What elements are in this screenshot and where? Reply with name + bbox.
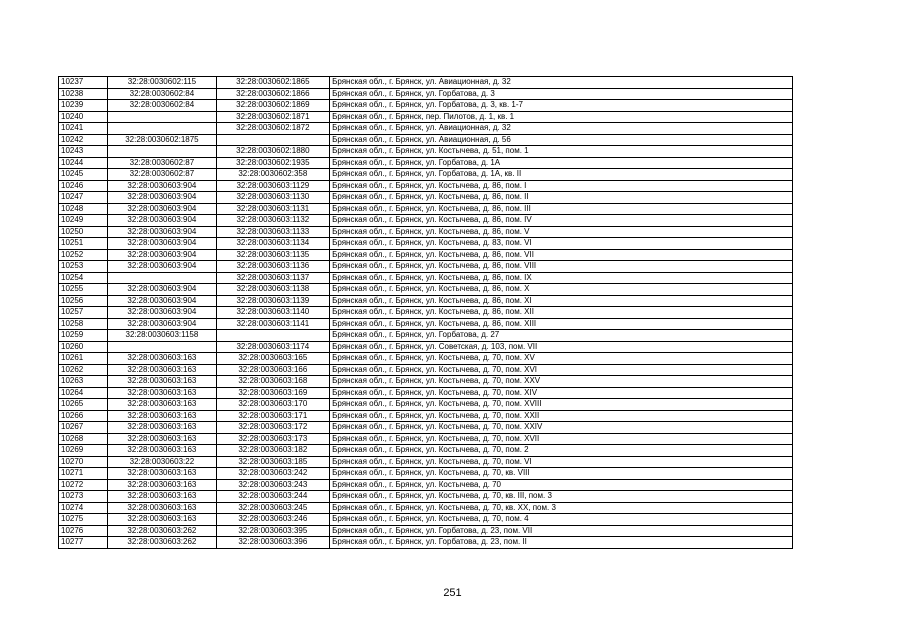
address-cell: Брянская обл., г. Брянск, ул. Костычева, д. 70, пом. VI [330,456,793,468]
address-cell: Брянская обл., г. Брянск, ул. Костычева, д. 70, пом. XVI [330,364,793,376]
parent-cadastral-number-cell: 32:28:0030602:87 [108,169,216,181]
parent-cadastral-number-cell: 32:28:0030603:1158 [108,330,216,342]
parent-cadastral-number-cell [108,111,216,123]
table-row [59,537,793,549]
address-cell: Брянская обл., г. Брянск, ул. Костычева, д. 86, пом. III [330,203,793,215]
table-row [59,525,793,537]
cadastral-registry-table [58,76,793,549]
row-number-cell: 10271 [59,468,108,480]
cadastral-number-cell: 32:28:0030603:1133 [216,226,329,238]
address-cell: Брянская обл., г. Брянск, ул. Костычева, д. 86, пом. VIII [330,261,793,273]
table-row [59,364,793,376]
cadastral-number-cell: 32:28:0030602:1871 [216,111,329,123]
cadastral-number-cell: 32:28:0030603:245 [216,502,329,514]
row-number-cell: 10238 [59,88,108,100]
cadastral-number-cell: 32:28:0030603:171 [216,410,329,422]
table-row [59,422,793,434]
row-number-cell: 10263 [59,376,108,388]
address-cell: Брянская обл., г. Брянск, ул. Костычева, д. 70, пом. XV [330,353,793,365]
cadastral-number-cell: 32:28:0030603:1135 [216,249,329,261]
table-row [59,376,793,388]
table-row [59,330,793,342]
parent-cadastral-number-cell: 32:28:0030603:904 [108,261,216,273]
row-number-cell: 10259 [59,330,108,342]
parent-cadastral-number-cell: 32:28:0030603:262 [108,525,216,537]
parent-cadastral-number-cell: 32:28:0030602:115 [108,77,216,89]
cadastral-number-cell: 32:28:0030602:1935 [216,157,329,169]
table-row [59,203,793,215]
address-cell: Брянская обл., г. Брянск, ул. Костычева, д. 83, пом. VI [330,238,793,250]
row-number-cell: 10251 [59,238,108,250]
row-number-cell: 10268 [59,433,108,445]
row-number-cell: 10256 [59,295,108,307]
table-row [59,445,793,457]
parent-cadastral-number-cell: 32:28:0030603:904 [108,215,216,227]
row-number-cell: 10254 [59,272,108,284]
parent-cadastral-number-cell: 32:28:0030603:163 [108,387,216,399]
table-row [59,468,793,480]
parent-cadastral-number-cell: 32:28:0030603:262 [108,537,216,549]
row-number-cell: 10275 [59,514,108,526]
address-cell: Брянская обл., г. Брянск, ул. Костычева, д. 70, пом. 2 [330,445,793,457]
cadastral-number-cell: 32:28:0030603:1134 [216,238,329,250]
parent-cadastral-number-cell: 32:28:0030603:163 [108,410,216,422]
address-cell: Брянская обл., г. Брянск, ул. Горбатова, д. 23, пом. VII [330,525,793,537]
row-number-cell: 10261 [59,353,108,365]
table-row [59,399,793,411]
row-number-cell: 10243 [59,146,108,158]
parent-cadastral-number-cell: 32:28:0030603:904 [108,238,216,250]
table-row [59,284,793,296]
table-row [59,502,793,514]
cadastral-number-cell: 32:28:0030602:1880 [216,146,329,158]
row-number-cell: 10242 [59,134,108,146]
address-cell: Брянская обл., г. Брянск, ул. Горбатова, д. 23, пом. II [330,537,793,549]
row-number-cell: 10269 [59,445,108,457]
cadastral-number-cell: 32:28:0030603:396 [216,537,329,549]
cadastral-number-cell: 32:28:0030603:1174 [216,341,329,353]
row-number-cell: 10258 [59,318,108,330]
address-cell: Брянская обл., г. Брянск, ул. Костычева, д. 70, пом. XXIV [330,422,793,434]
row-number-cell: 10250 [59,226,108,238]
parent-cadastral-number-cell: 32:28:0030603:163 [108,399,216,411]
parent-cadastral-number-cell: 32:28:0030603:904 [108,284,216,296]
cadastral-number-cell: 32:28:0030602:1866 [216,88,329,100]
cadastral-number-cell: 32:28:0030602:358 [216,169,329,181]
cadastral-number-cell: 32:28:0030603:173 [216,433,329,445]
table-row [59,341,793,353]
row-number-cell: 10277 [59,537,108,549]
parent-cadastral-number-cell: 32:28:0030603:163 [108,433,216,445]
parent-cadastral-number-cell: 32:28:0030603:163 [108,502,216,514]
row-number-cell: 10241 [59,123,108,135]
table-row [59,261,793,273]
address-cell: Брянская обл., г. Брянск, ул. Костычева, д. 86, пом. X [330,284,793,296]
parent-cadastral-number-cell: 32:28:0030603:22 [108,456,216,468]
address-cell: Брянская обл., г. Брянск, ул. Костычева, д. 70, пом. 4 [330,514,793,526]
cadastral-number-cell: 32:28:0030603:1132 [216,215,329,227]
parent-cadastral-number-cell: 32:28:0030603:163 [108,422,216,434]
parent-cadastral-number-cell: 32:28:0030603:163 [108,445,216,457]
table-row [59,318,793,330]
table-row [59,157,793,169]
cadastral-number-cell: 32:28:0030603:1136 [216,261,329,273]
row-number-cell: 10247 [59,192,108,204]
table-row [59,111,793,123]
table-row [59,491,793,503]
row-number-cell: 10274 [59,502,108,514]
parent-cadastral-number-cell: 32:28:0030602:84 [108,100,216,112]
parent-cadastral-number-cell: 32:28:0030603:904 [108,180,216,192]
cadastral-number-cell: 32:28:0030603:182 [216,445,329,457]
parent-cadastral-number-cell: 32:28:0030603:904 [108,295,216,307]
row-number-cell: 10255 [59,284,108,296]
table-row [59,410,793,422]
parent-cadastral-number-cell: 32:28:0030603:163 [108,364,216,376]
address-cell: Брянская обл., г. Брянск, ул. Костычева, д. 70, кв. III, пом. 3 [330,491,793,503]
cadastral-number-cell: 32:28:0030602:1865 [216,77,329,89]
cadastral-number-cell [216,330,329,342]
address-cell: Брянская обл., г. Брянск, ул. Костычева, д. 51, пом. 1 [330,146,793,158]
row-number-cell: 10276 [59,525,108,537]
table-row [59,307,793,319]
table-row [59,192,793,204]
row-number-cell: 10248 [59,203,108,215]
cadastral-number-cell: 32:28:0030603:166 [216,364,329,376]
row-number-cell: 10249 [59,215,108,227]
cadastral-number-cell: 32:28:0030602:1872 [216,123,329,135]
address-cell: Брянская обл., г. Брянск, ул. Горбатова, д. 27 [330,330,793,342]
parent-cadastral-number-cell [108,123,216,135]
address-cell: Брянская обл., г. Брянск, ул. Костычева, д. 70, кв. VIII [330,468,793,480]
parent-cadastral-number-cell: 32:28:0030603:163 [108,468,216,480]
address-cell: Брянская обл., г. Брянск, ул. Горбатова, д. 3, кв. 1-7 [330,100,793,112]
parent-cadastral-number-cell: 32:28:0030602:1875 [108,134,216,146]
address-cell: Брянская обл., г. Брянск, ул. Костычева, д. 70, пом. XVIII [330,399,793,411]
address-cell: Брянская обл., г. Брянск, ул. Костычева, д. 86, пом. XI [330,295,793,307]
parent-cadastral-number-cell [108,146,216,158]
table-row [59,226,793,238]
parent-cadastral-number-cell: 32:28:0030603:904 [108,249,216,261]
cadastral-number-cell: 32:28:0030603:1138 [216,284,329,296]
cadastral-number-cell: 32:28:0030603:172 [216,422,329,434]
parent-cadastral-number-cell [108,272,216,284]
parent-cadastral-number-cell: 32:28:0030603:904 [108,226,216,238]
row-number-cell: 10253 [59,261,108,273]
address-cell: Брянская обл., г. Брянск, ул. Авиационная, д. 32 [330,123,793,135]
address-cell: Брянская обл., г. Брянск, ул. Костычева, д. 70, пом. XXV [330,376,793,388]
row-number-cell: 10237 [59,77,108,89]
table-row [59,456,793,468]
table-row [59,88,793,100]
address-cell: Брянская обл., г. Брянск, ул. Костычева, д. 86, пом. XIII [330,318,793,330]
row-number-cell: 10262 [59,364,108,376]
cadastral-number-cell: 32:28:0030603:395 [216,525,329,537]
row-number-cell: 10273 [59,491,108,503]
row-number-cell: 10257 [59,307,108,319]
table-row [59,215,793,227]
address-cell: Брянская обл., г. Брянск, ул. Горбатова, д. 3 [330,88,793,100]
row-number-cell: 10267 [59,422,108,434]
cadastral-number-cell: 32:28:0030603:1139 [216,295,329,307]
address-cell: Брянская обл., г. Брянск, ул. Костычева, д. 86, пом. II [330,192,793,204]
parent-cadastral-number-cell [108,341,216,353]
row-number-cell: 10265 [59,399,108,411]
table-row [59,433,793,445]
page-number: 251 [443,587,462,599]
address-cell: Брянская обл., г. Брянск, ул. Костычева, д. 70, кв. XX, пом. 3 [330,502,793,514]
row-number-cell: 10244 [59,157,108,169]
parent-cadastral-number-cell: 32:28:0030603:163 [108,353,216,365]
table-row [59,479,793,491]
address-cell: Брянская обл., г. Брянск, ул. Костычева, д. 70, пом. XVII [330,433,793,445]
parent-cadastral-number-cell: 32:28:0030602:87 [108,157,216,169]
table-row [59,123,793,135]
parent-cadastral-number-cell: 32:28:0030603:904 [108,203,216,215]
parent-cadastral-number-cell: 32:28:0030603:163 [108,479,216,491]
table-row [59,180,793,192]
table-row [59,272,793,284]
address-cell: Брянская обл., г. Брянск, ул. Костычева, д. 86, пом. XII [330,307,793,319]
address-cell: Брянская обл., г. Брянск, ул. Костычева, д. 86, пом. I [330,180,793,192]
cadastral-number-cell: 32:28:0030603:168 [216,376,329,388]
cadastral-number-cell: 32:28:0030603:170 [216,399,329,411]
cadastral-number-cell: 32:28:0030602:1869 [216,100,329,112]
row-number-cell: 10266 [59,410,108,422]
parent-cadastral-number-cell: 32:28:0030602:84 [108,88,216,100]
parent-cadastral-number-cell: 32:28:0030603:904 [108,192,216,204]
parent-cadastral-number-cell: 32:28:0030603:904 [108,318,216,330]
address-cell: Брянская обл., г. Брянск, ул. Авиационная, д. 56 [330,134,793,146]
registry-table-body [59,77,793,549]
address-cell: Брянская обл., г. Брянск, пер. Пилотов, д. 1, кв. 1 [330,111,793,123]
table-row [59,387,793,399]
parent-cadastral-number-cell: 32:28:0030603:163 [108,376,216,388]
address-cell: Брянская обл., г. Брянск, ул. Костычева, д. 86, пом. IX [330,272,793,284]
row-number-cell: 10239 [59,100,108,112]
row-number-cell: 10272 [59,479,108,491]
table-row [59,249,793,261]
row-number-cell: 10240 [59,111,108,123]
row-number-cell: 10264 [59,387,108,399]
row-number-cell: 10260 [59,341,108,353]
table-row [59,100,793,112]
cadastral-number-cell: 32:28:0030603:1129 [216,180,329,192]
cadastral-number-cell: 32:28:0030603:1131 [216,203,329,215]
cadastral-number-cell: 32:28:0030603:246 [216,514,329,526]
cadastral-number-cell: 32:28:0030603:243 [216,479,329,491]
cadastral-number-cell: 32:28:0030603:185 [216,456,329,468]
address-cell: Брянская обл., г. Брянск, ул. Костычева, д. 86, пом. VII [330,249,793,261]
table-row [59,77,793,89]
table-row [59,353,793,365]
address-cell: Брянская обл., г. Брянск, ул. Авиационная, д. 32 [330,77,793,89]
address-cell: Брянская обл., г. Брянск, ул. Советская, д. 103, пом. VII [330,341,793,353]
address-cell: Брянская обл., г. Брянск, ул. Горбатова, д. 1А [330,157,793,169]
row-number-cell: 10270 [59,456,108,468]
table-row [59,238,793,250]
parent-cadastral-number-cell: 32:28:0030603:904 [108,307,216,319]
table-row [59,134,793,146]
cadastral-number-cell: 32:28:0030603:244 [216,491,329,503]
row-number-cell: 10246 [59,180,108,192]
cadastral-number-cell: 32:28:0030603:165 [216,353,329,365]
address-cell: Брянская обл., г. Брянск, ул. Костычева, д. 70, пом. XXII [330,410,793,422]
cadastral-number-cell: 32:28:0030603:1141 [216,318,329,330]
table-row [59,146,793,158]
cadastral-number-cell: 32:28:0030603:1137 [216,272,329,284]
address-cell: Брянская обл., г. Брянск, ул. Костычева, д. 70, пом. XIV [330,387,793,399]
table-row [59,169,793,181]
parent-cadastral-number-cell: 32:28:0030603:163 [108,491,216,503]
address-cell: Брянская обл., г. Брянск, ул. Костычева, д. 86, пом. IV [330,215,793,227]
table-row [59,295,793,307]
cadastral-number-cell: 32:28:0030603:1130 [216,192,329,204]
row-number-cell: 10252 [59,249,108,261]
address-cell: Брянская обл., г. Брянск, ул. Горбатова, д. 1А, кв. II [330,169,793,181]
cadastral-number-cell [216,134,329,146]
parent-cadastral-number-cell: 32:28:0030603:163 [108,514,216,526]
table-row [59,514,793,526]
address-cell: Брянская обл., г. Брянск, ул. Костычева, д. 70 [330,479,793,491]
cadastral-number-cell: 32:28:0030603:1140 [216,307,329,319]
cadastral-number-cell: 32:28:0030603:169 [216,387,329,399]
cadastral-number-cell: 32:28:0030603:242 [216,468,329,480]
row-number-cell: 10245 [59,169,108,181]
address-cell: Брянская обл., г. Брянск, ул. Костычева, д. 86, пом. V [330,226,793,238]
